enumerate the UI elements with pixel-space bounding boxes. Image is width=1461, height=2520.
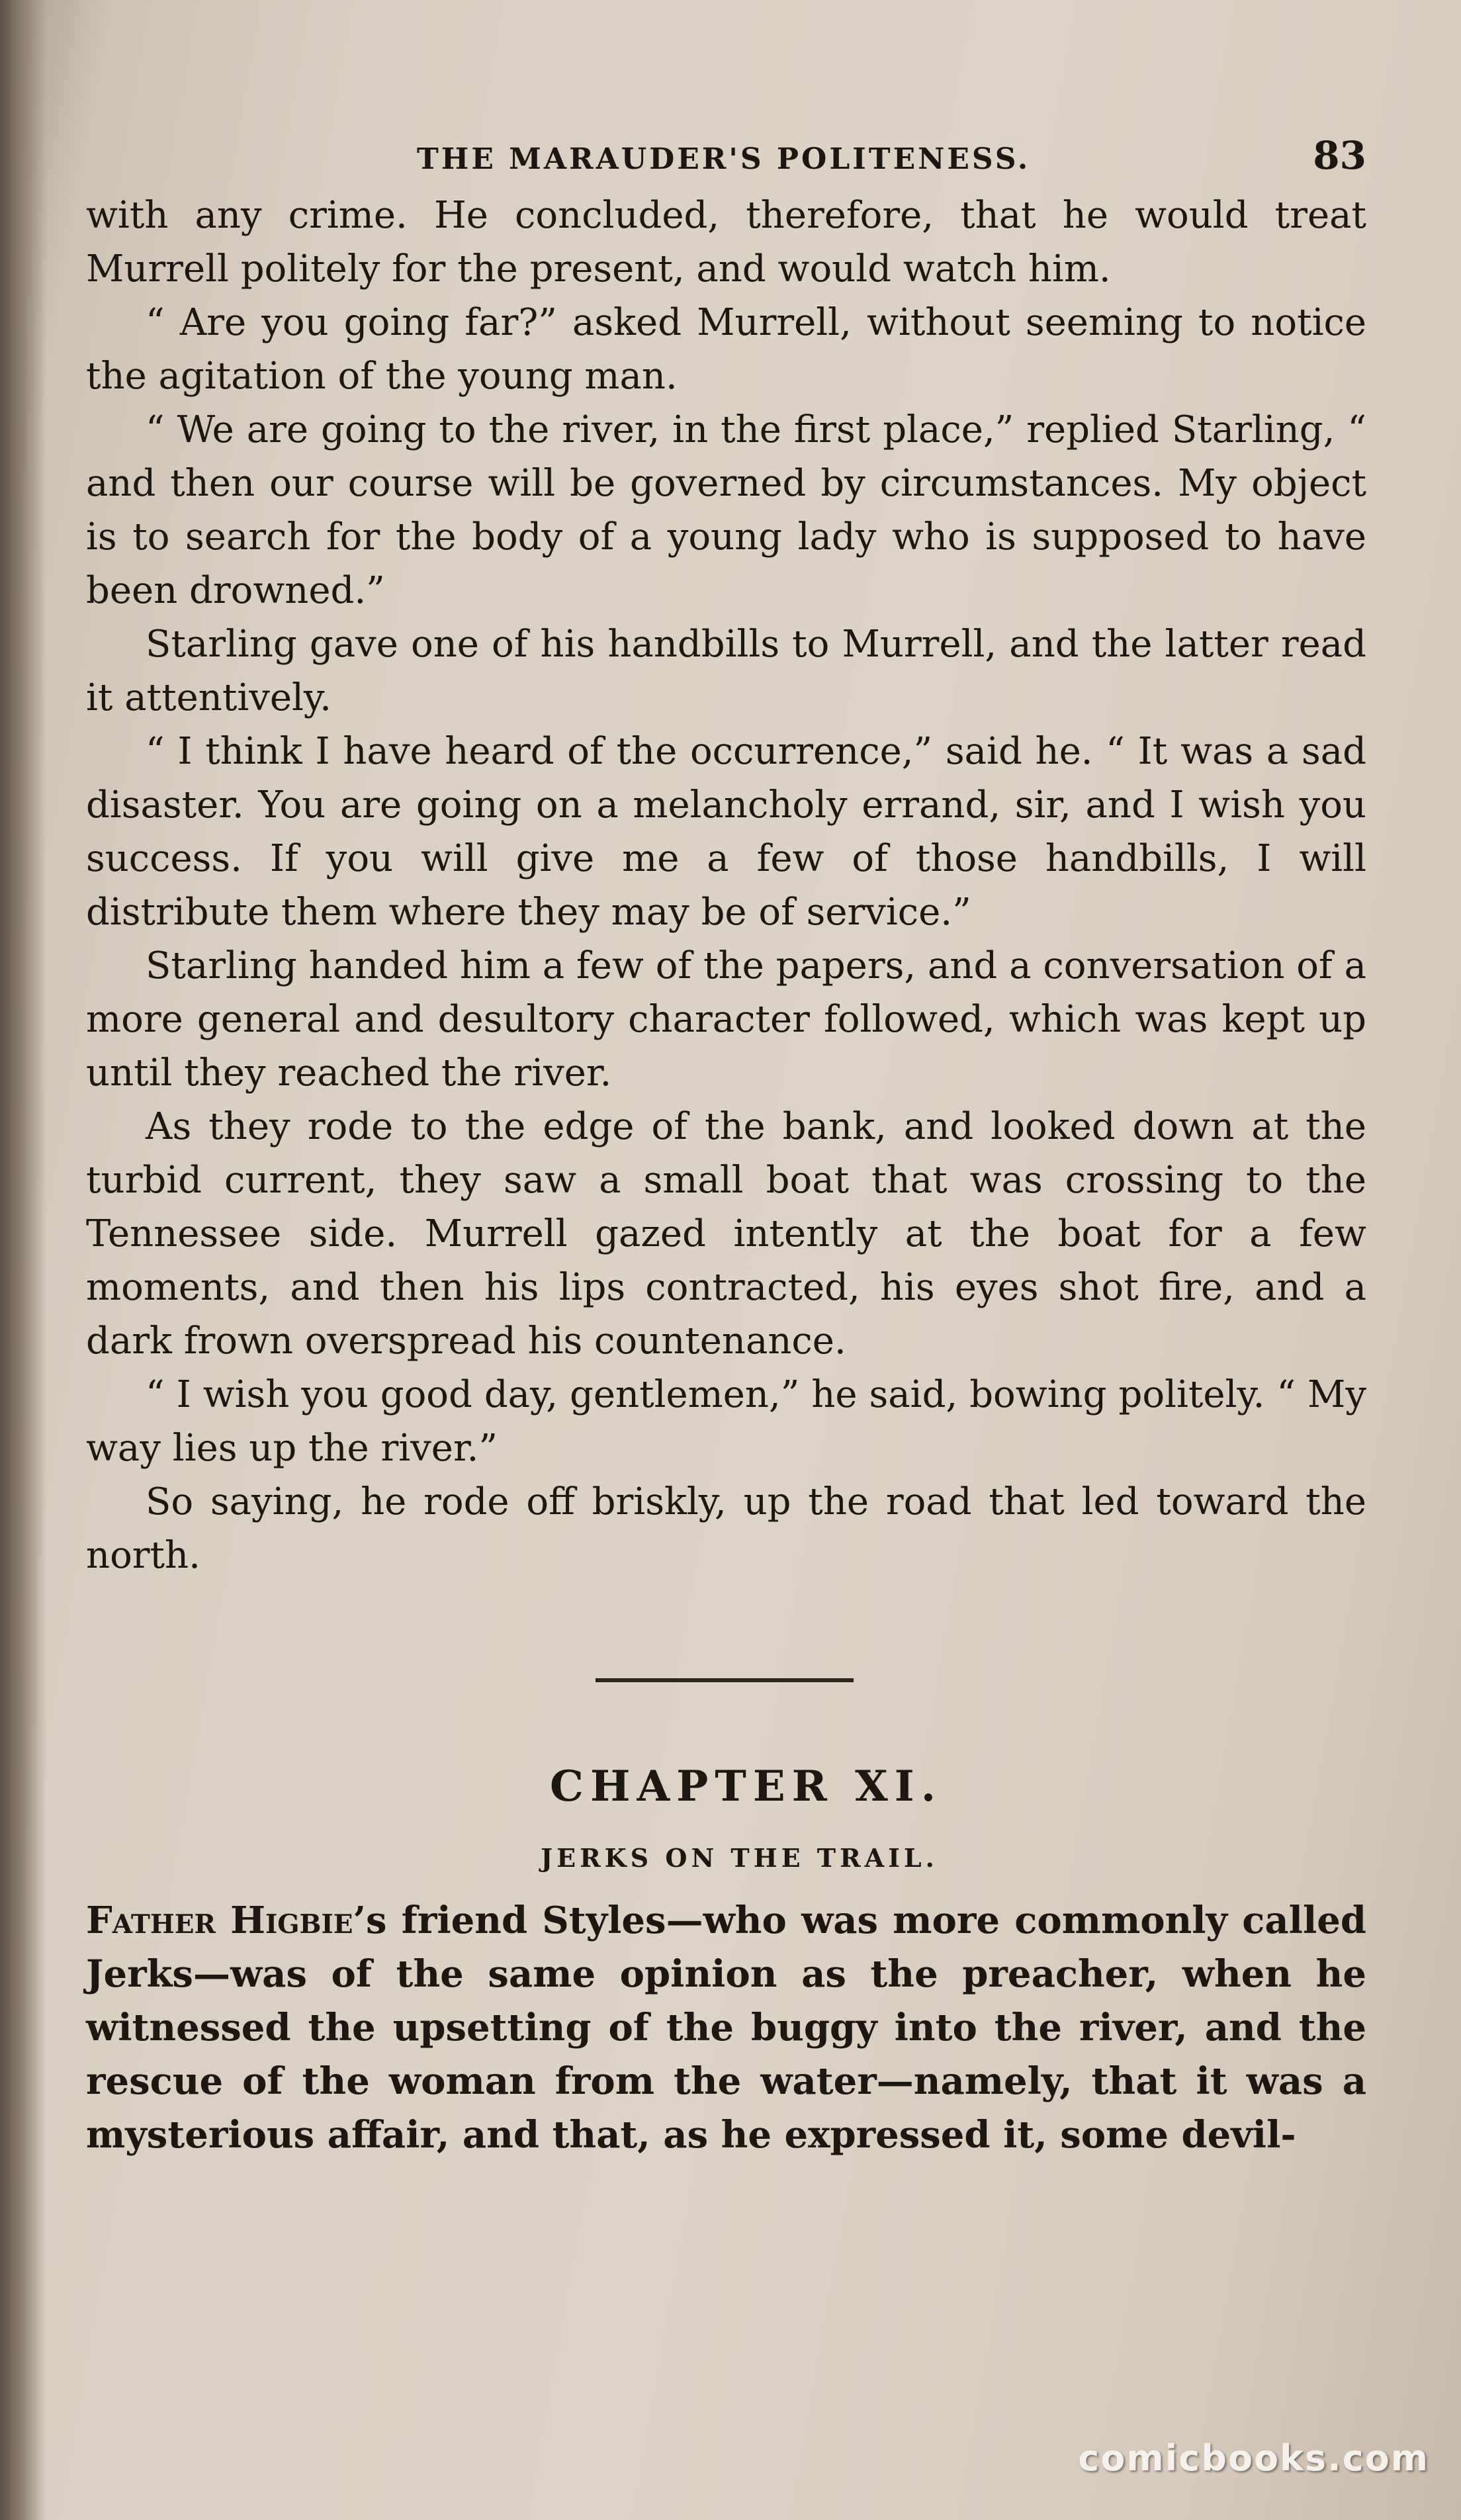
- paragraph-6: Starling handed him a few of the papers, and a conversation of a more general and desultory character followed, which was kept up until they reached the river.: [86, 944, 1366, 1095]
- running-head: [86, 129, 1366, 189]
- paragraph-2: “ Are you going far?” asked Murrell, without seeming to notice the agitation of the young man.: [86, 301, 1366, 398]
- book-gutter-shadow: [0, 0, 46, 2520]
- paragraph-1: with any crime. He concluded, therefore, that he would treat Murrell politely for the present, and would watch him.: [86, 194, 1366, 291]
- running-title: THE MARAUDER'S POLITENESS.: [417, 142, 1031, 176]
- paragraph-7: As they rode to the edge of the bank, and looked down at the turbid current, they saw a small boat that was crossing to the Tennessee side. Murrell gazed intently at the boat for a few moments, and then his lips contracted, his eyes shot fire, and a dark frown overspread his countenance.: [86, 1105, 1366, 1363]
- chapter-opening-paragraph: [86, 1894, 1366, 2162]
- paragraph-4: Starling gave one of his handbills to Murrell, and the latter read it attentively.: [86, 623, 1366, 719]
- chapter-opening-name: Father Higbie: [86, 1899, 353, 1942]
- page-text-block: [86, 129, 1366, 2162]
- chapter-subtitle: JERKS ON THE TRAIL.: [541, 1843, 938, 1873]
- paragraph-8: “ I wish you good day, gentlemen,” he said, bowing politely. “ My way lies up the river.”: [86, 1373, 1366, 1470]
- paragraph-9: So saying, he rode off briskly, up the road that led toward the north.: [86, 1480, 1366, 1577]
- section-divider-rule: [596, 1678, 854, 1682]
- paragraph-5: “ I think I have heard of the occurrence,” said he. “ It was a sad disaster. You are going on a melancholy errand, sir, and I wish you success. If you will give me a few of those handbills, I will distribute them where they may be of service.”: [86, 730, 1366, 934]
- site-watermark: comicbooks.com: [1078, 2437, 1429, 2479]
- chapter-title: CHAPTER XI.: [550, 1762, 942, 1811]
- page-number: 83: [1313, 133, 1366, 178]
- chapter-opening-text: ’s friend Styles—who was more commonly called Jerks—was of the same opinion as the preacher, when he witnessed the upsetting of the buggy into the river, and the rescue of the woman from the water—namely, that it was a mysterious affair, and that, as he expressed it, some devil-: [86, 1899, 1366, 2157]
- paragraph-3: “ We are going to the river, in the first place,” replied Starling, “ and then our course will be governed by circumstances. My object is to search for the body of a young lady who is supposed to have been drowned.”: [86, 408, 1366, 612]
